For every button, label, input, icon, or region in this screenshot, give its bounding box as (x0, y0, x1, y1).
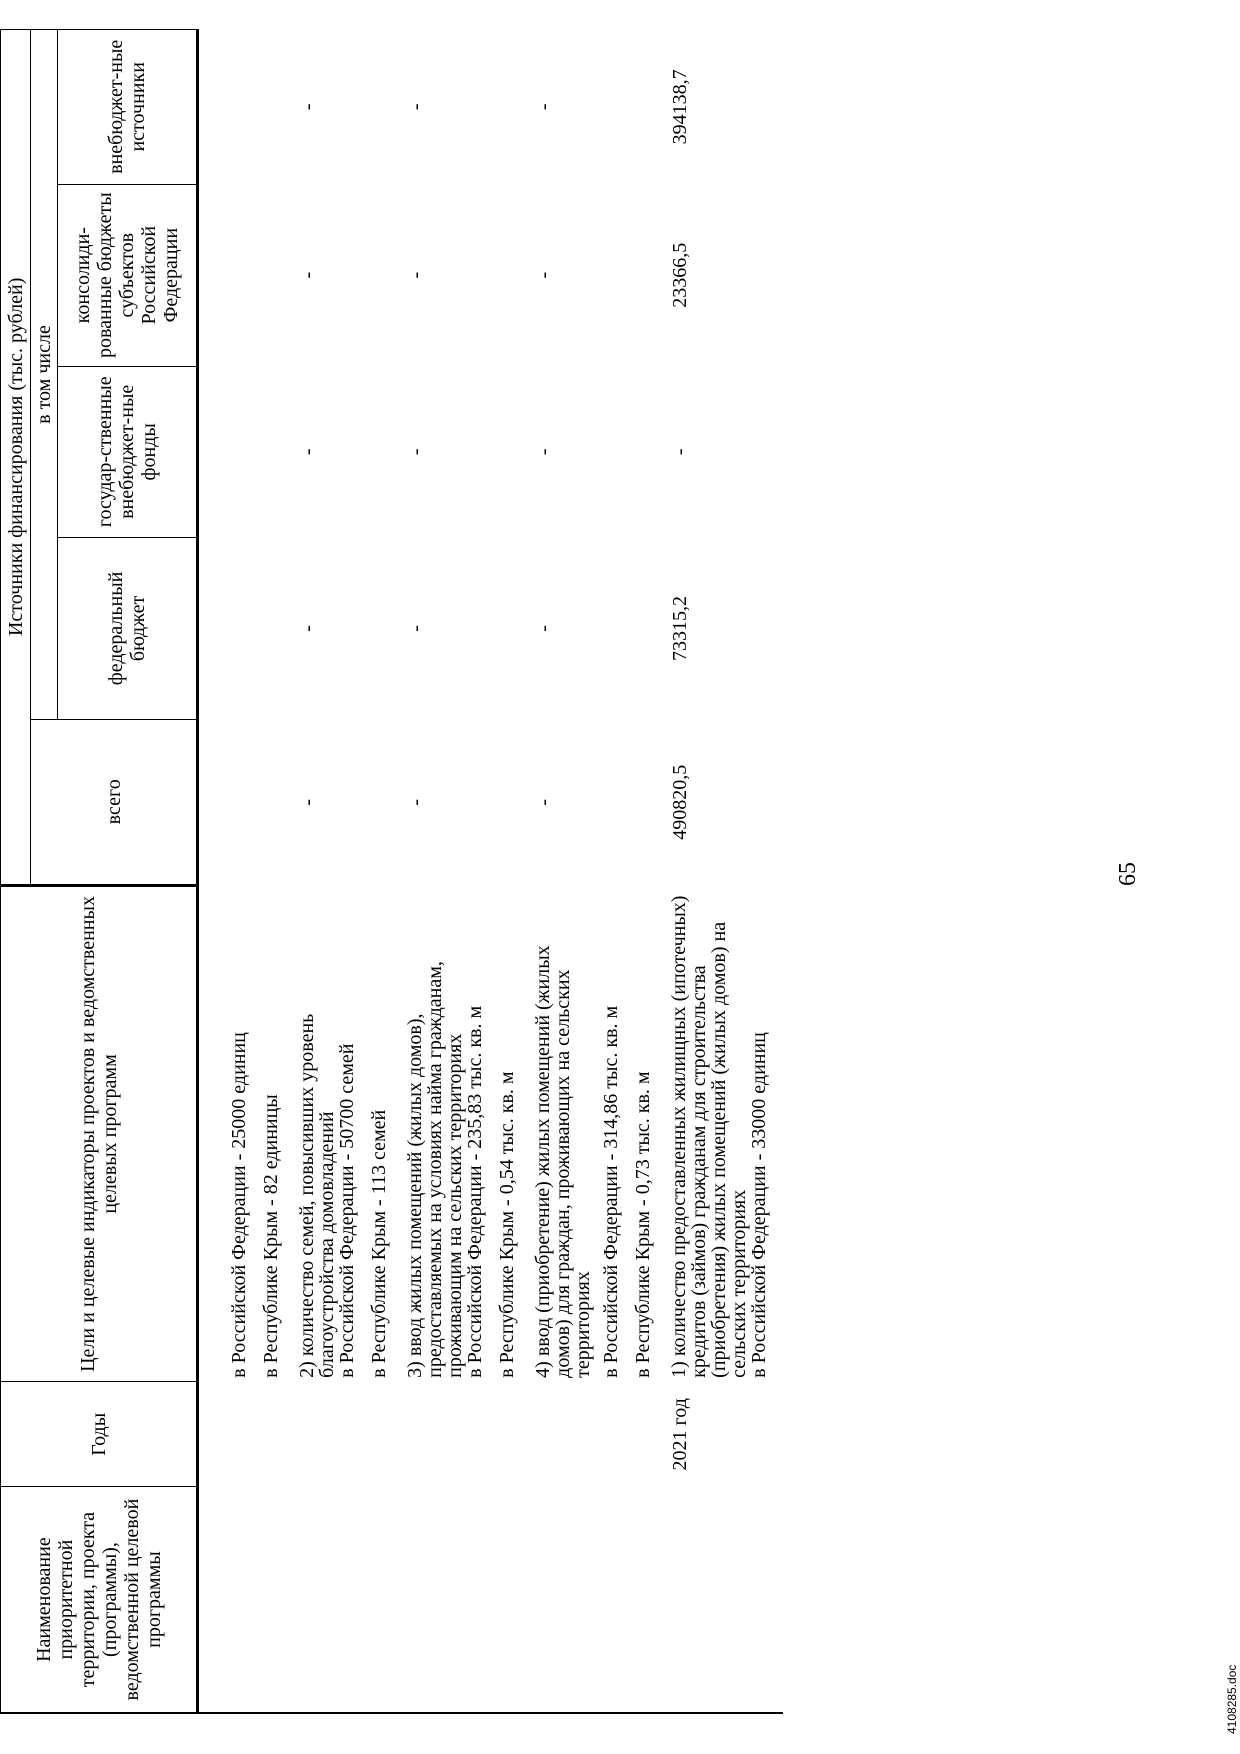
header-name: Наименование приоритетной территории, проекта (программы), ведомственной целевой программы (1, 1487, 198, 1713)
cell-total: - (297, 798, 319, 806)
cell-total: 490820,5 (669, 764, 691, 840)
header-extrabudget: внебюджет-ные источники (58, 30, 198, 185)
cell-year (198, 1382, 296, 1487)
header-total: всего (31, 720, 198, 886)
goal-line: в Республике Крым - 0,54 тыс. кв. м (496, 1071, 518, 1378)
goal-line: в Российской Федерации - 33000 единиц (748, 1032, 770, 1378)
goal-line: в Республике Крым - 113 семей (368, 1109, 390, 1378)
goal-line: в Российской Федерации - 50700 семей (336, 1043, 358, 1378)
cell-federal: - (405, 625, 427, 632)
cell-regional: - (405, 271, 427, 279)
cell-name (295, 1487, 403, 1713)
cell-name (667, 1487, 783, 1713)
cell-state-funds: - (297, 448, 319, 456)
funding-table (0, 29, 783, 1714)
document-id: 4108285.doc (1225, 1664, 1239, 1734)
goal-line: в Российской Федерации - 235,83 тыс. кв. м (464, 1005, 486, 1378)
cell-extrabudget: - (533, 103, 555, 111)
header-years: Годы (1, 1382, 198, 1487)
cell-state-funds: - (533, 448, 555, 456)
cell-goals (403, 885, 531, 1382)
cell-extrabudget: - (297, 103, 319, 111)
cell-regional: 23366,5 (669, 242, 691, 308)
cell-goals (531, 885, 667, 1382)
cell-regional: - (297, 271, 319, 279)
header-including: в том числе (31, 30, 58, 720)
header-federal: федеральный бюджет (58, 537, 198, 719)
goal-line: 3) ввод жилых помещений (жилых домов), предоставляемых на условиях найма гражданам, проживающим на сельских территориях (404, 961, 466, 1378)
table-row (403, 30, 531, 1714)
cell-goals (295, 885, 403, 1382)
table-row (198, 30, 296, 1714)
goal-line: в Российской Федерации - 314,86 тыс. кв. м (600, 1005, 622, 1378)
goal-line: в Российской Федерации - 25000 единиц (228, 1032, 250, 1378)
cell-federal: 73315,2 (669, 595, 691, 661)
goal-line: 2) количество семей, повысивших уровень благоустройства домовладений (296, 1013, 338, 1378)
cell-name (403, 1487, 531, 1713)
goal-line: 1) количество предоставленных жилищных (ипотечных) кредитов (займов) гражданам для строительства (приобретения) жилых помещений (жилых домов) на сельских территориях (668, 895, 750, 1378)
table-row (531, 30, 667, 1714)
table-row (667, 30, 783, 1714)
cell-total: - (533, 798, 555, 806)
page-number: 65 (1115, 862, 1141, 886)
header-regional: консолиди-рованные бюджеты субъектов Российской Федерации (58, 184, 198, 366)
cell-name (531, 1487, 667, 1713)
cell-name (198, 1487, 296, 1713)
cell-goals (667, 885, 783, 1382)
cell-federal: - (533, 625, 555, 632)
cell-regional: - (533, 271, 555, 279)
cell-year (531, 1382, 667, 1487)
cell-year: 2021 год (669, 1398, 691, 1471)
header-funding-sources: Источники финансирования (тыс. рублей) (1, 30, 31, 886)
cell-extrabudget (198, 30, 296, 185)
cell-regional (198, 184, 296, 366)
cell-extrabudget: - (405, 103, 427, 111)
cell-state-funds: - (405, 448, 427, 456)
cell-federal: - (297, 625, 319, 632)
header-state-funds: государ-ственные внебюджет-ные фонды (58, 366, 198, 537)
goal-line: 4) ввод (приобретение) жилых помещений (жилых домов) для граждан, проживающих на сельских территориях (532, 945, 594, 1378)
cell-year (403, 1382, 531, 1487)
cell-state-funds (198, 366, 296, 537)
cell-state-funds: - (669, 448, 691, 456)
cell-goals (198, 885, 296, 1382)
cell-year (295, 1382, 403, 1487)
table-row (295, 30, 403, 1714)
goal-line: в Республике Крым - 0,73 тыс. кв. м (632, 1071, 654, 1378)
header-goals: Цели и целевые индикаторы проектов и ведомственных целевых программ (1, 885, 198, 1382)
cell-total: - (405, 798, 427, 806)
goal-line: в Республике Крым - 82 единицы (260, 1094, 282, 1378)
cell-federal (198, 537, 296, 719)
cell-extrabudget: 394138,7 (669, 69, 691, 145)
cell-total (198, 720, 296, 886)
